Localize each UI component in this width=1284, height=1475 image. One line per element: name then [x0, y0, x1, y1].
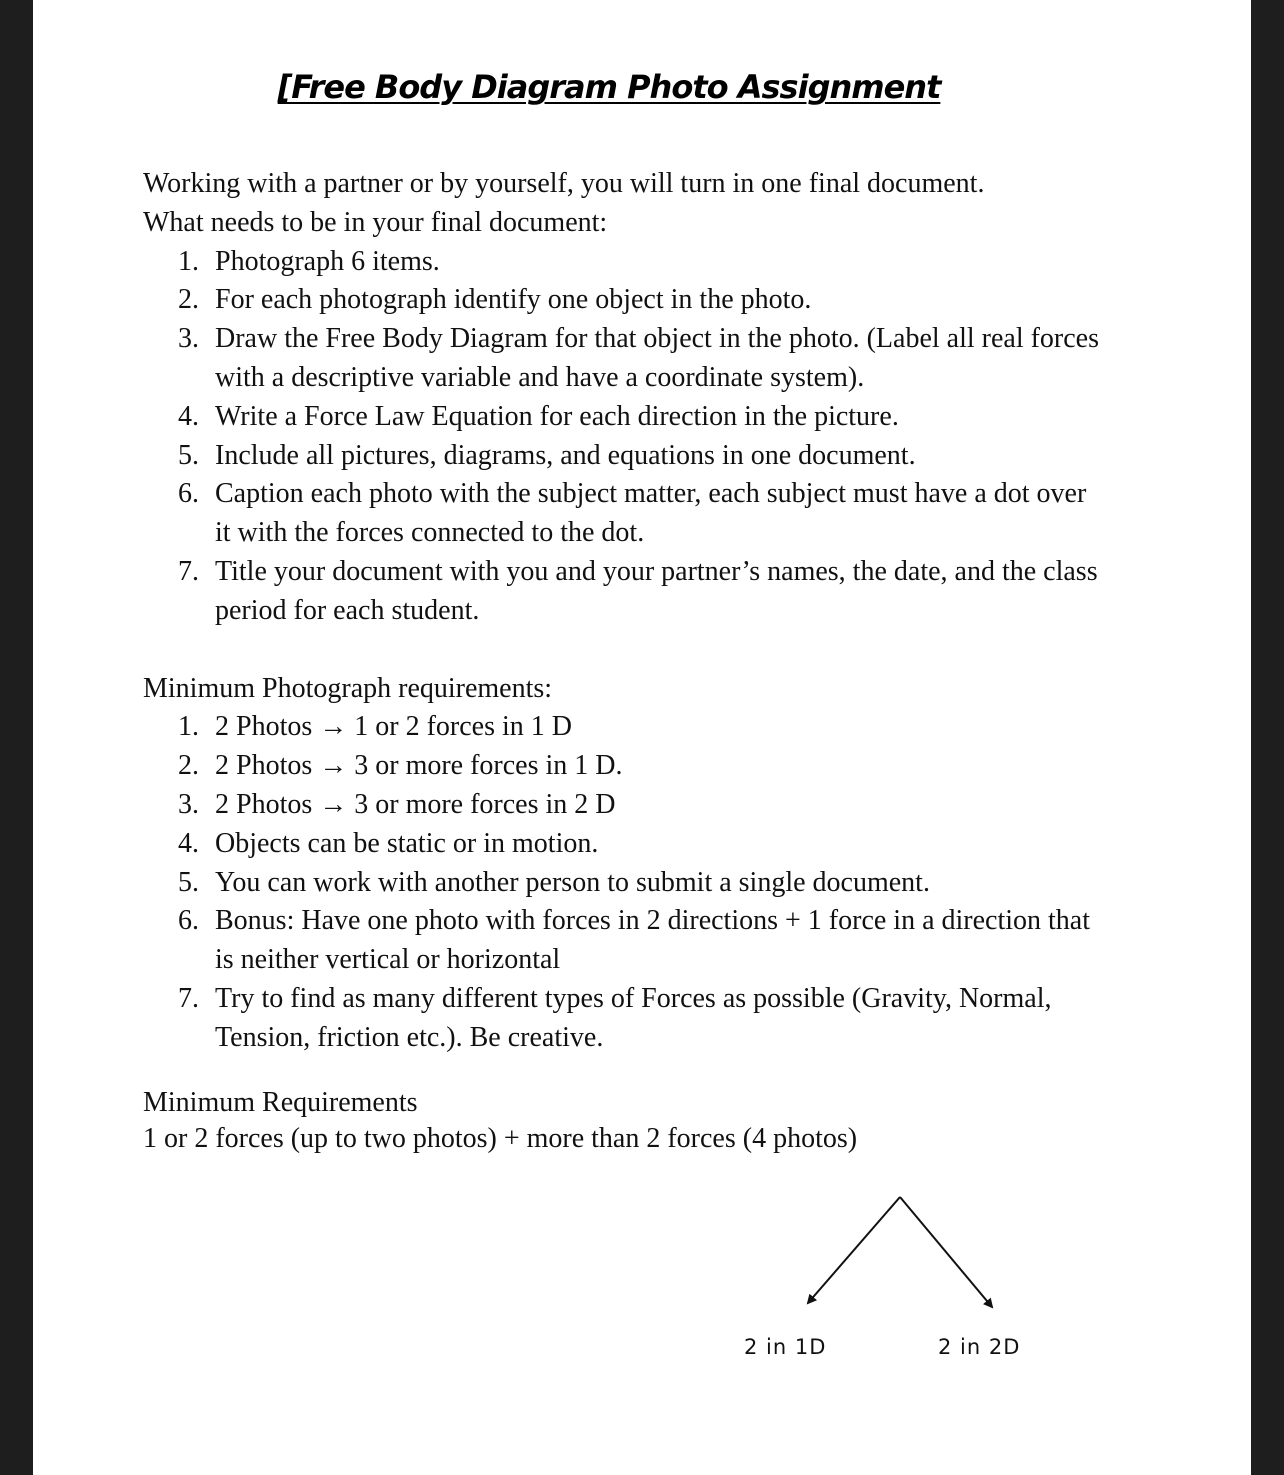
list-number: 5. — [178, 439, 199, 471]
list-item-text: 2 Photos → 1 or 2 forces in 1 D — [215, 711, 572, 743]
list-item-text: Photograph 6 items. — [215, 245, 440, 277]
list-item-text: Draw the Free Body Diagram for that object in the photo. (Label all real forces with a descriptive variable and have a coordinate system). — [215, 323, 1100, 393]
list-item — [143, 747, 1103, 786]
list-item — [143, 320, 1103, 398]
list-number: 1. — [178, 711, 199, 743]
list-item — [143, 786, 1103, 825]
document-body — [143, 165, 1103, 1159]
list-item-text: Title your document with you and your partner’s names, the date, and the class period for each student. — [215, 555, 1098, 626]
intro-line-2: What needs to be in your final document: — [143, 206, 608, 238]
list-item — [143, 980, 1103, 1058]
list-item-text: For each photograph identify one object in the photo. — [215, 284, 812, 316]
list-item — [143, 243, 1103, 282]
list-item-text: Write a Force Law Equation for each direction in the picture. — [215, 400, 899, 432]
list-number: 2. — [178, 750, 199, 782]
list-number: 4. — [178, 827, 199, 859]
list-item-text: You can work with another person to submit a single document. — [215, 866, 930, 898]
list-item — [143, 475, 1103, 553]
list-item — [143, 825, 1103, 864]
list-number: 3. — [178, 788, 199, 820]
branch-arrows — [730, 1185, 1050, 1325]
page-title: [Free Body Diagram Photo Assignment — [277, 68, 941, 106]
left-arrow — [808, 1197, 900, 1303]
right-arrow — [900, 1197, 992, 1307]
list-item-text: Bonus: Have one photo with forces in 2 directions + 1 force in a direction that is neither vertical or horizontal — [215, 905, 1091, 976]
min-photo-list — [143, 708, 1103, 1057]
list-item — [143, 398, 1103, 437]
min-req-line: 1 or 2 forces (up to two photos) + more than 2 forces (4 photos) — [143, 1123, 858, 1155]
list-number: 4. — [178, 400, 199, 432]
list-item — [143, 553, 1103, 631]
list-number: 5. — [178, 866, 199, 898]
min-req-heading: Minimum Requirements — [143, 1086, 418, 1118]
list-number: 7. — [178, 982, 199, 1014]
list-number: 6. — [178, 478, 199, 510]
branch-diagram — [730, 1185, 1050, 1375]
list-item-text: Caption each photo with the subject matter, each subject must have a dot over it with the forces connected to the dot. — [215, 478, 1087, 549]
list-number: 7. — [178, 555, 199, 587]
min-photo-heading: Minimum Photograph requirements: — [143, 672, 553, 704]
list-item-text: 2 Photos → 3 or more forces in 1 D. — [215, 750, 623, 782]
list-item-text: Objects can be static or in motion. — [215, 827, 599, 859]
list-number: 2. — [178, 284, 199, 316]
list-number: 1. — [178, 245, 199, 277]
list-item — [143, 708, 1103, 747]
list-number: 3. — [178, 323, 199, 355]
list-item — [143, 902, 1103, 980]
list-item — [143, 864, 1103, 903]
intro-line-1: Working with a partner or by yourself, you will turn in one final document. — [143, 168, 985, 199]
requirements-list — [143, 243, 1103, 631]
left-branch-label: 2 in 1D — [744, 1335, 827, 1359]
list-item-text: Include all pictures, diagrams, and equations in one document. — [215, 439, 916, 471]
list-item-text: Try to find as many different types of Forces as possible (Gravity, Normal, Tension, friction etc.). Be creative. — [215, 982, 1052, 1053]
list-number: 6. — [178, 905, 199, 937]
list-item — [143, 281, 1103, 320]
list-item — [143, 437, 1103, 476]
list-item-text: 2 Photos → 3 or more forces in 2 D — [215, 788, 616, 820]
right-branch-label: 2 in 2D — [938, 1335, 1021, 1359]
